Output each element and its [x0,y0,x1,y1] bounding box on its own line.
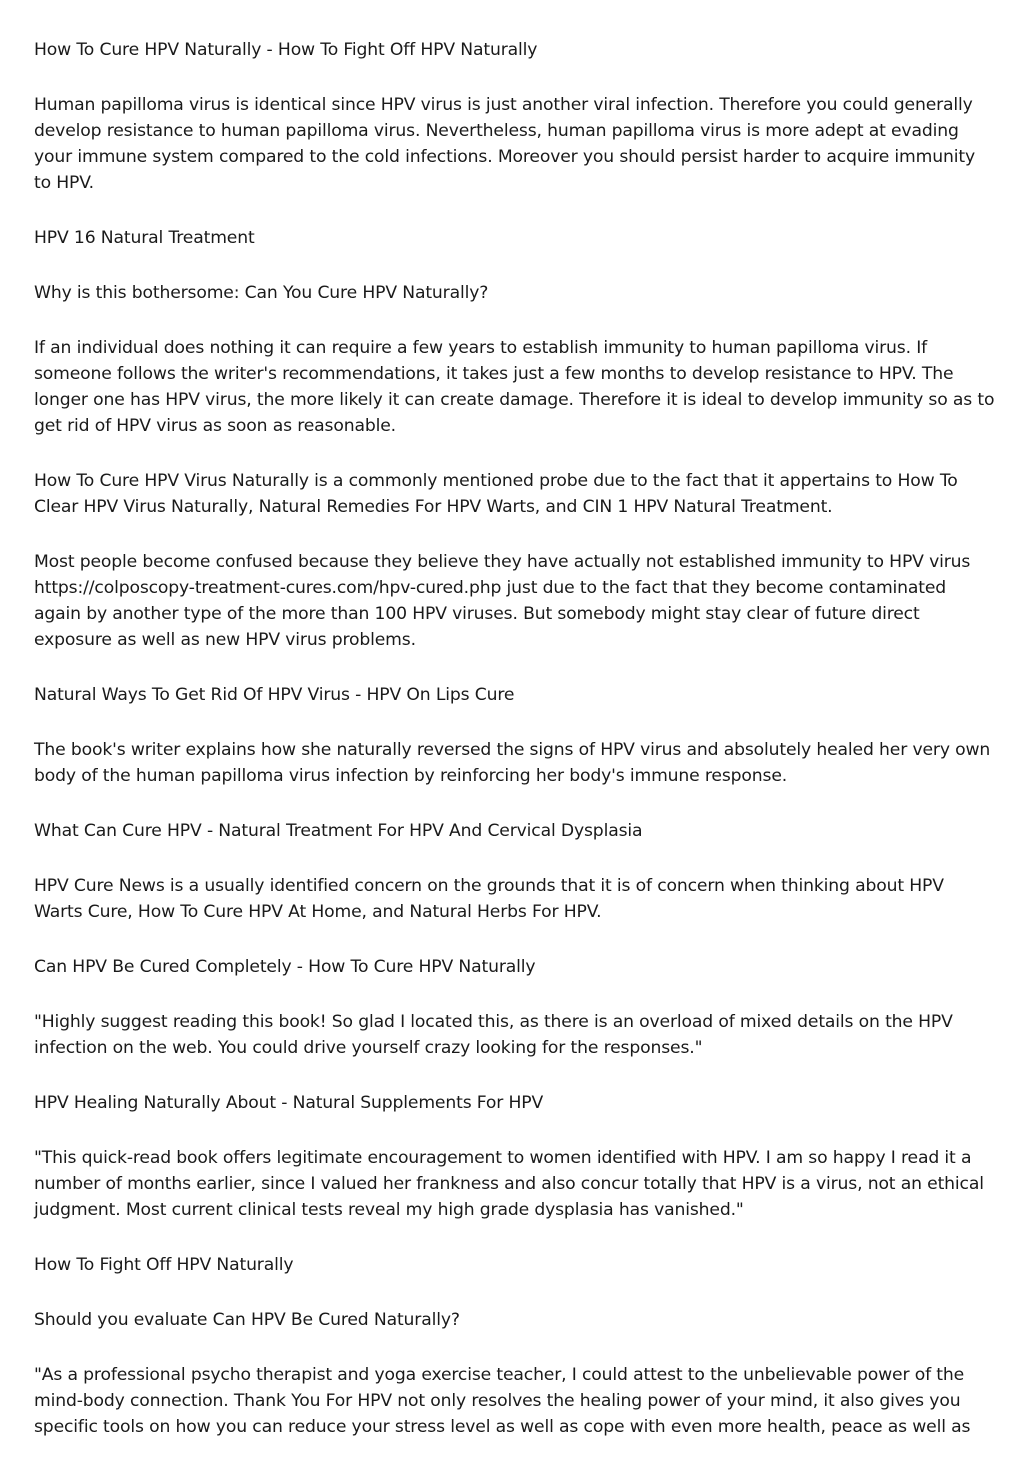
heading-natural-ways: Natural Ways To Get Rid Of HPV Virus - HPV On Lips Cure [34,685,515,705]
heading-why-bothersome: Why is this bothersome: Can You Cure HPV Naturally? [34,283,489,303]
heading-should-you-evaluate: Should you evaluate Can HPV Be Cured Naturally? [34,1310,460,1330]
heading-what-can-cure: What Can Cure HPV - Natural Treatment For HPV And Cervical Dysplasia [34,821,643,841]
paragraph-immunity: If an individual does nothing it can require a few years to establish immunity to human papilloma virus. If someone follows the writer's recommendations, it takes just a few months to develop resistance to HPV. The longer one has HPV virus, the more likely it can create damage. Therefore it is ideal to develop immunity so as to get rid of HPV virus as soon as reasonable. [34,338,995,436]
paragraph-book-writer: The book's writer explains how she naturally reversed the signs of HPV virus and absolutely healed her very own body of the human papilloma virus infection by reinforcing her body's immune response. [34,740,991,786]
quote-quick-read: "This quick-read book offers legitimate encouragement to women identified with HPV. I am so happy I read it a number of months earlier, since I valued her frankness and also concur totally that HPV is a virus, not an ethical judgment. Most current clinical tests reveal my high grade dysplasia has vanished." [34,1148,984,1220]
heading-fight-off: How To Fight Off HPV Naturally [34,1255,294,1275]
paragraph-cure-news: HPV Cure News is a usually identified concern on the grounds that it is of concern when thinking about HPV Warts Cure, How To Cure HPV At Home, and Natural Herbs For HPV. [34,876,944,922]
heading-healing-naturally: HPV Healing Naturally About - Natural Supplements For HPV [34,1093,544,1113]
heading-how-to-cure-hpv: How To Cure HPV Naturally - How To Fight Off HPV Naturally [34,40,538,60]
paragraph-commonly-mentioned: How To Cure HPV Virus Naturally is a commonly mentioned probe due to the fact that it appertains to How To Clear HPV Virus Naturally, Natural Remedies For HPV Warts, and CIN 1 HPV Natural Treatment. [34,471,958,517]
quote-psycho-therapist: "As a professional psycho therapist and yoga exercise teacher, I could attest to the unbelievable power of the mind-body connection. Thank You For HPV not only resolves the healing power of your mind, it also gives you specific tools on how you can reduce your stress level as well as cope with even more health, peace as well as [34,1365,971,1437]
heading-hpv-16: HPV 16 Natural Treatment [34,228,255,248]
paragraph-intro: Human papilloma virus is identical since HPV virus is just another viral infection. Therefore you could generally develop resistance to human papilloma virus. Nevertheless, human papilloma virus is more adept at evading your immune system compared to the cold infections. Moreover you should persist harder to acquire immunity to HPV. [34,95,975,193]
heading-can-be-cured: Can HPV Be Cured Completely - How To Cure HPV Naturally [34,957,536,977]
paragraph-confused: Most people become confused because they believe they have actually not established immunity to HPV virus https://colposcopy-treatment-cures.com/hpv-cured.php just due to the fact that they become contaminated again by another type of the more than 100 HPV viruses. But somebody might stay clear of future direct exposure as well as new HPV virus problems. [34,552,971,650]
quote-highly-suggest: "Highly suggest reading this book! So glad I located this, as there is an overload of mixed details on the HPV infection on the web. You could drive yourself crazy looking for the responses." [34,1012,953,1058]
document-page [34,37,996,1469]
